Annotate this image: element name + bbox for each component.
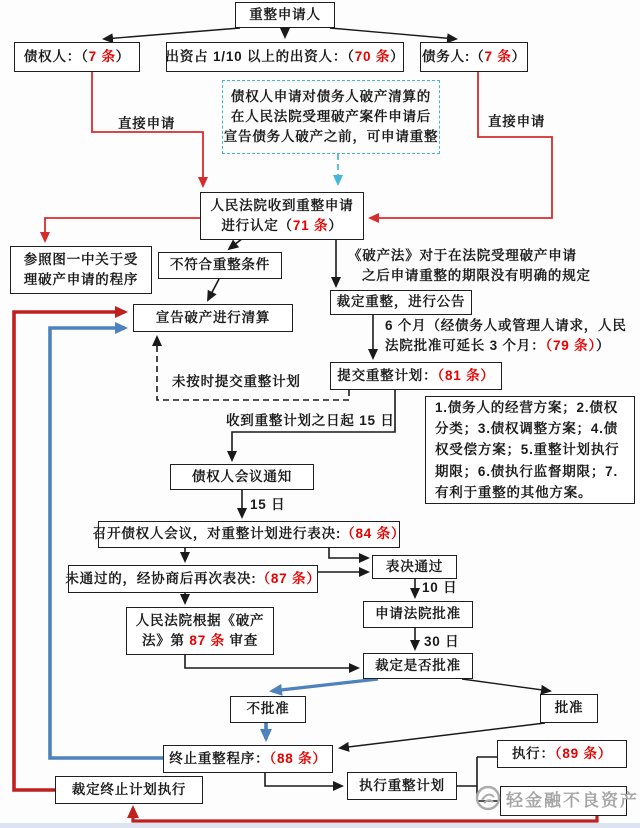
label-late-submission: 未按时提交重整计划 xyxy=(172,374,301,389)
node-declare-liquidation: 宣告破产进行清算 xyxy=(133,304,293,332)
label-direct-apply-right: 直接申请 xyxy=(488,114,546,129)
edge-review-ruledecide xyxy=(185,655,358,668)
node-approved: 批准 xyxy=(540,694,598,723)
note-creditor-application-window: 债权人申请对债务人破产清算的 在人民法院受理破产案件申请后 宣告债务人破产之前，可申请重整 xyxy=(222,80,440,154)
node-apply-court-approval: 申请法院批准 xyxy=(363,601,473,628)
node-creditor: 债权人：（7 条） xyxy=(14,42,140,72)
edge-court-refer-red xyxy=(45,218,200,241)
node-debtor: 债务人:（7 条） xyxy=(420,42,528,72)
node-rule-approve-or-not: 裁定是否批准 xyxy=(363,653,473,679)
node-meeting-notice: 债权人会议通知 xyxy=(170,464,314,490)
node-not-approved: 不批准 xyxy=(230,696,306,723)
node-submit-plan: 提交重整计划：（81 条） xyxy=(330,362,502,390)
node-rule-terminate-execution: 裁定终止计划执行 xyxy=(55,776,203,804)
edge-convene-passed xyxy=(329,548,368,558)
note-plan-contents: 1.债务人的经营方案；2.债权 分类；3.债权调整方案；4.债 权受偿方案；5.重整计划执行 期限；6.债执行监督期限；7. 有利于重整的其他方案。 xyxy=(425,396,635,504)
node-revote: 未通过的，经协商后再次表决:（87 条） xyxy=(68,565,318,593)
edge-applicant-debtor xyxy=(330,28,456,39)
edge-applicant-creditor xyxy=(104,28,240,39)
label-10-days: 10 日 xyxy=(422,580,458,595)
node-convene-vote: 召开债权人会议，对重整计划进行表决:（84 条） xyxy=(98,521,400,548)
edge-ruledecide-approved xyxy=(462,679,550,691)
node-reorg-applicant: 重整申请人 xyxy=(235,2,335,28)
node-rule-reorganization: 裁定重整，进行公告 xyxy=(330,290,472,315)
edge-ruleterminate-declare-red xyxy=(14,312,125,790)
node-vote-passed: 表决通过 xyxy=(372,555,457,579)
edge-ruledecide-notapproved-blue xyxy=(272,679,378,691)
note-6-months: 6 个月（经债务人或管理人请求，人民 法院批准可延长 3 个月：（79 条）） xyxy=(385,318,627,353)
node-investor: 出资占 1/10 以上的出资人：（70 条） xyxy=(166,42,404,72)
node-execute-plan: 执行重整计划 xyxy=(347,772,457,800)
label-direct-apply-left: 直接申请 xyxy=(118,116,176,131)
edge-terminate-executeplan xyxy=(265,773,342,786)
node-terminate-reorg: 终止重整程序：（88 条） xyxy=(163,745,333,773)
node-court-receives-application: 人民法院收到重整申请 进行认定（71 条） xyxy=(200,192,364,240)
label-15-days: 15 日 xyxy=(250,497,286,512)
node-execute-89: 执行：（89 条） xyxy=(497,740,627,768)
node-not-qualified: 不符合重整条件 xyxy=(158,252,282,279)
node-court-review-87: 人民法院根据《破产 法》第 87 条 审查 xyxy=(126,607,274,655)
watermark-text: 轻金融不良资产 xyxy=(506,790,639,810)
note-bankruptcy-law: 《破产法》对于在法院受理破产申请 之后申请重整的期限没有明确的规定 xyxy=(348,248,591,283)
node-refer-figure1: 参照图一中关于受 理破产申请的程序 xyxy=(10,246,152,294)
watermark-logo-icon xyxy=(474,784,502,812)
label-15-days-from-receipt: 收到重整计划之日起 15 日 xyxy=(226,413,395,428)
label-30-days: 30 日 xyxy=(424,634,460,649)
watermark xyxy=(474,784,639,812)
edge-notqualify-declare xyxy=(208,279,219,300)
